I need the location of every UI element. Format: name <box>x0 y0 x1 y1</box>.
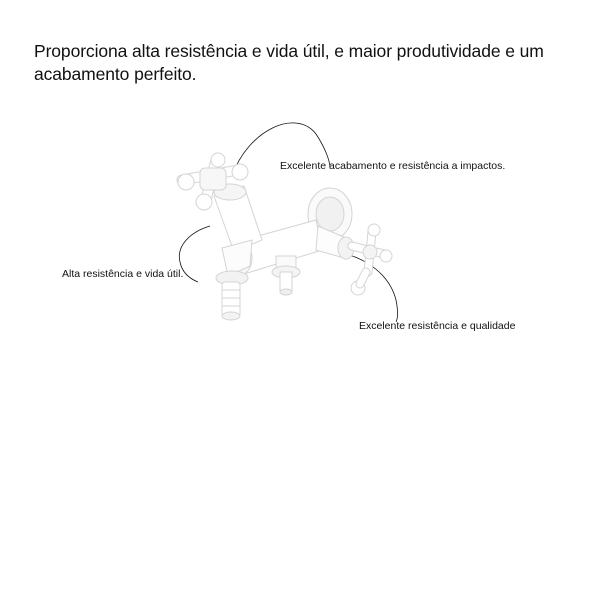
left-spout <box>216 240 252 320</box>
leader-line-durability <box>179 226 210 282</box>
center-nozzle <box>272 256 300 295</box>
callout-durability: Alta resistência e vida útil. <box>62 268 184 280</box>
right-cross-handle <box>351 224 392 295</box>
callout-quality: Excelente resistência e qualidade <box>359 320 516 332</box>
callout-finish: Excelente acabamento e resistência a impactos. <box>280 160 506 172</box>
page-headline: Proporciona alta resistência e vida útil, e maior produtividade e um acabamento perfeito. <box>34 41 544 84</box>
faucet <box>178 153 392 320</box>
